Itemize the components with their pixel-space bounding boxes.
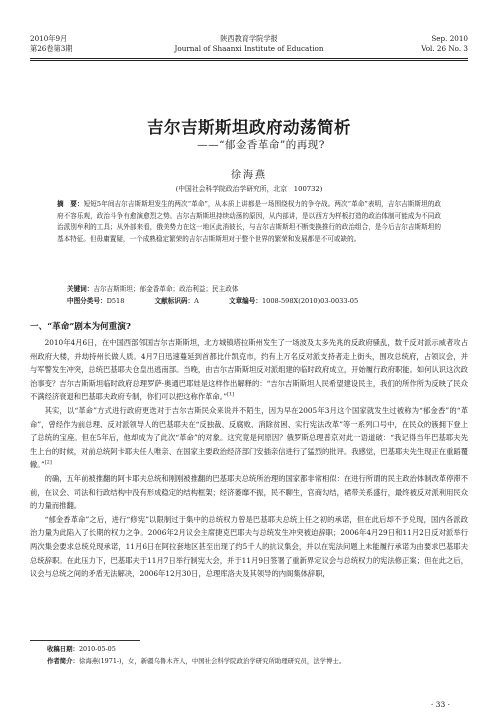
header-issue-en xyxy=(421,34,468,54)
header-rule xyxy=(30,58,468,61)
header-date-en: Sep. 2010 xyxy=(431,34,468,43)
footnote-rule xyxy=(30,640,140,641)
citation: [2] xyxy=(44,459,52,466)
article-no-label: 文章编号： xyxy=(228,297,262,305)
clc-value: D518 xyxy=(106,297,125,305)
footnote xyxy=(47,643,468,667)
paragraph: 2010年4月6日，在中国西部邻国吉尔吉斯斯坦，北方城镇塔拉斯州发生了一场波及太多先兆的反政府骚乱，数千反对派示威者攻占州政府大楼，并劫持州长做人质。4月7日迅速蔓延到首都比什凯克市，约有上万名反对派支持者走上街头，围攻总统府，占领议会，并与军警发生冲突，总统巴基耶夫仓皇出逃南部。当晚，由吉尔吉斯斯坦反对派组建的临时政府成立，开始履行政府职能。如何认识这次政治事变？吉尔吉斯斯坦临时政府总理罗萨·奥通巴耶娃是这样作出解释的：“吉尔吉斯斯坦人民希望建设民主，我们的所作所为反映了民众不满经济衰退和巴基耶夫政府专制，你们可以把这称作革命。”[1] xyxy=(30,338,468,402)
classification-line xyxy=(67,296,386,306)
paragraph: 的确，五年前被推翻的阿卡耶夫总统和刚刚被推翻的巴基耶夫总统所治理的国家都非常相似：在进行所谓的民主政治体制改革停滞不前，在议会、司法和行政结构中没有形成稳定的结构框架；经济萎靡不振，民不聊生，官商勾结，裙带关系盛行，最终被反对派利用民众的力量而推翻。 xyxy=(30,473,468,511)
page-number: · 33 · xyxy=(430,700,450,709)
author-bio-line xyxy=(47,655,468,667)
abstract-text: 短短5年间吉尔吉斯斯坦发生的两次“革命”，从本质上讲都是一场围绕权力的争夺战。两次“革命”表明，吉尔吉斯斯坦的政府不容乐观，政治斗争有愈演愈烈之势。吉尔吉斯斯坦持续动荡的原因，从内部讲，是以西方为样板打造的政治体制可能成为不同政治派别牟利的工具；从外部来看，俄美势力在这一地区此消彼长，与吉尔吉斯斯坦不断变换推行的政治组合，是今后吉尔吉斯斯坦的基本特征。但毋庸置疑，一个成熟稳定繁荣的吉尔吉斯斯坦对于整个世界的繁荣和发展都是不可或缺的。 xyxy=(57,200,441,243)
keywords-line xyxy=(67,284,238,294)
doc-code-label: 文献标识码： xyxy=(154,297,195,305)
clc-label: 中图分类号： xyxy=(67,297,107,305)
article-no-value: 1008-598X(2010)03-0033-05 xyxy=(261,297,359,305)
keywords-text: 吉尔吉斯斯坦；郁金香革命；政治利益；民主政体 xyxy=(93,285,239,293)
header-volume: 第26卷第3期 xyxy=(30,44,73,53)
body-text xyxy=(30,336,468,581)
journal-name-en: Journal of Shaanxi Institute of Education xyxy=(174,44,324,53)
received-label: 收稿日期： xyxy=(47,645,79,653)
abstract-label: 摘 要： xyxy=(57,200,84,208)
journal-name-cn: 陕西教育学院学报 xyxy=(220,34,278,43)
author-bio-label: 作者简介： xyxy=(47,657,79,665)
header-journal xyxy=(30,34,468,54)
received-date: 2010-05-05 xyxy=(78,645,116,653)
keywords-label: 关键词： xyxy=(67,285,94,293)
article-author: 徐海燕 xyxy=(231,170,267,181)
paragraph: 其实，以“革命”方式进行政府更迭对于吉尔吉斯民众来说并不陌生，因为早在2005年3月这个国家就发生过被称为“郁金香”的“革命”，曾经作为前总理、反对派领导人的巴基耶夫在“反独裁、反腐败、消除贫困、实行宪法改革”等一系列口号中，在民众的簇拥下登上了总统的宝座。但在5年后，他却成为了此次“革命”的对象。这究竟是何原因？俄罗斯总理普京对此一语道破：“我记得当年巴基耶夫先生上台的时候，对前总统阿卡耶夫任人唯亲、在国家主要政治经济部门安插亲信进行了猛烈的批评。我感觉，巴基耶夫先生现正在重蹈覆辙。”[2] xyxy=(30,405,468,470)
abstract xyxy=(57,199,441,245)
paragraph: “郁金香革命”之后，进行“修宪”以限制过于集中的总统权力曾是巴基耶夫总统上任之初的承诺，但在此后却不予兑现，国内各派政治力量为此陷入了长期的权力之争。2006年2月议会主席捷克巴耶夫与总统发生冲突被迫辞职；2006年4月29日和11月2日反对派举行两次集会要求总统兑现承诺，11月6日在阿拉套地区甚至出现了约5千人的抗议集会，并以在宪法问题上未能履行承诺为由要求巴基耶夫总统辞职。在此压力下，巴基耶夫于11月7日举行制宪大会，并于11月9日签署了重新界定议会与总统权力的宪法修正案；但在此之后，议会与总统之间的矛盾无法解决，2006年12月30日，总理库洛夫及其领导的内阁集体辞职， xyxy=(30,514,468,579)
header-volume-en: Vol. 26 No. 3 xyxy=(421,44,468,53)
citation: [1] xyxy=(227,391,235,398)
section-heading: 一、“革命”剧本为何重演? xyxy=(30,322,131,332)
author-bio: 徐海燕(1971-)，女，新疆乌鲁木齐人，中国社会科学院政治学研究所助理研究员，法学博士。 xyxy=(78,657,346,665)
article-subtitle: ——“郁金香革命”的再现? xyxy=(197,139,325,151)
author-affiliation: (中国社会科学院政治学研究所，北京 100732) xyxy=(175,185,323,193)
header-date: 2010年9月 xyxy=(30,34,68,43)
received-date-line xyxy=(47,643,468,655)
doc-code-value: A xyxy=(194,297,199,305)
article-title: 吉尔吉斯斯坦政府动荡简析 xyxy=(147,118,351,137)
